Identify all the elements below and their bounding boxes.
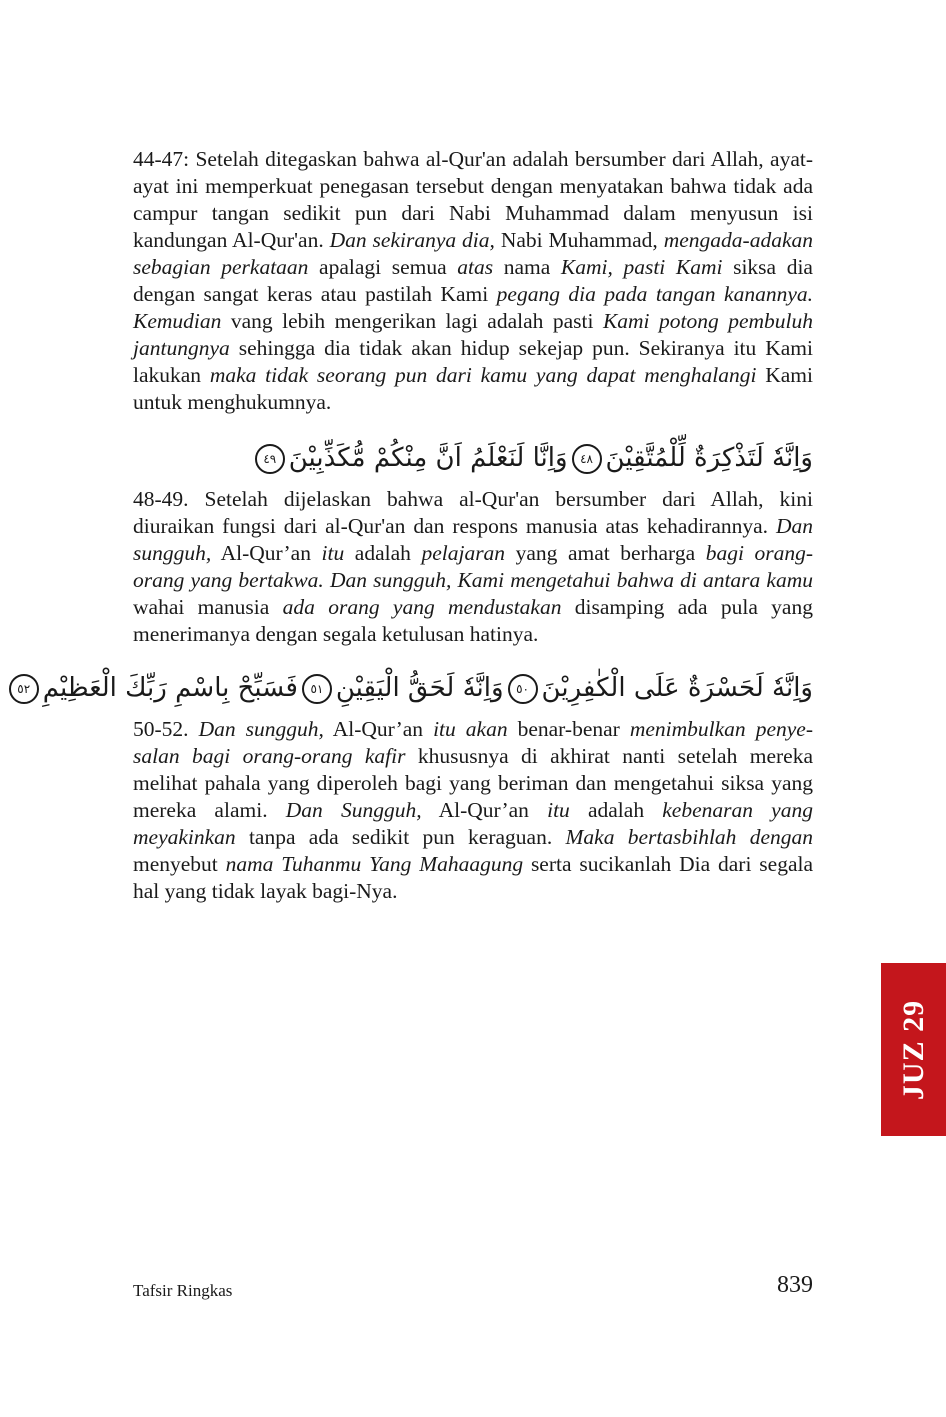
italic-text-run: ada orang yang mendustakan	[282, 595, 562, 619]
text-run: Al-Qur’an	[421, 798, 548, 822]
text-run: menyebut	[133, 852, 226, 876]
text-run: Nabi Muhammad,	[494, 228, 664, 252]
italic-text-run: Dan sungguh,	[198, 717, 324, 741]
text-run: 44-47: Setelah ditegaskan bahwa al-Qur'an adalah bersumber dari Allah, ayat-ayat ini memperkuat penegasan tersebut dengan menyatakan bahwa tidak ada campur tangan sedikit pun dari Nabi Muhammad dalam menyusun isi kandungan Al-Qur'an.	[133, 147, 813, 252]
text-run: adalah	[344, 541, 422, 565]
italic-text-run: Dan Sungguh,	[285, 798, 422, 822]
text-run: وَاِنَّا لَنَعْلَمُ اَنَّ مِنْكُمْ مُّكَذِّبِيْنَ	[288, 443, 568, 473]
italic-text-run: Dan sekiranya dia,	[329, 228, 495, 252]
text-run: 50-52.	[133, 717, 199, 741]
text-run: yang amat berharga	[505, 541, 706, 565]
paragraph-48-49	[133, 486, 813, 648]
italic-text-run: Kami, pasti Kami	[560, 255, 723, 279]
arabic-verses-50-52	[17, 668, 813, 708]
arabic-verses-48-49	[133, 438, 813, 478]
text-run: benar-benar	[507, 717, 630, 741]
ayah-number-marker: ٥٠	[508, 674, 538, 704]
text-run: Al-Qur’an	[323, 717, 434, 741]
text-run: 48-49. Setelah dijelaskan bahwa al-Qur'an bersumber dari Allah, kini diuraikan fungsi dari al-Qur'an dan respons manusia atas kehadirannya.	[133, 487, 813, 538]
italic-text-run: atas	[457, 255, 494, 279]
text-run: serta sucikanlah Dia dari segala hal yang tidak layak bagi-Nya.	[133, 852, 813, 903]
text-run: Al-Qur’an	[211, 541, 322, 565]
text-run: nama	[493, 255, 561, 279]
ayah-number-marker: ٥١	[302, 674, 332, 704]
italic-text-run: itu	[547, 798, 570, 822]
text-run: وَاِنَّهٗ لَتَذْكِرَةٌ لِّلْمُتَّقِيْنَ	[605, 443, 813, 473]
text-run: vang lebih mengerikan lagi adalah pasti	[221, 309, 603, 333]
page-number: 839	[777, 1272, 813, 1298]
italic-text-run: pelajaran	[421, 541, 506, 565]
italic-text-run: mengada-adakan sebagian perkataan	[133, 228, 813, 279]
text-run: adalah	[569, 798, 663, 822]
text-run: disamping ada pula yang menerimanya dengan segala ketulusan hatinya.	[133, 595, 813, 646]
italic-text-run: maka tidak seorang pun dari kamu yang dapat menghalangi	[209, 363, 757, 387]
italic-text-run: itu	[321, 541, 345, 565]
italic-text-run: bagi orang-orang yang bertakwa. Dan sungguh, Kami mengetahui bahwa di antara kamu	[133, 541, 813, 592]
text-run: Kami untuk menghukumnya.	[133, 363, 813, 414]
text-run: وَاِنَّهٗ لَحَقُّ الْيَقِيْنِ	[335, 673, 504, 703]
text-run: siksa dia dengan sangat keras atau pastilah Kami	[133, 255, 813, 306]
italic-text-run: kebenaran yang meyakinkan	[133, 798, 813, 849]
paragraph-50-52	[133, 716, 813, 905]
italic-text-run: Maka bertasbihlah dengan	[565, 825, 814, 849]
text-run: sehingga dia tidak akan hidup sekejap pun. Sekiranya itu Kami lakukan	[133, 336, 813, 387]
text-run: فَسَبِّحْ بِاسْمِ رَبِّكَ الْعَظِيْمِ	[42, 673, 298, 703]
ayah-number-marker: ٤٨	[572, 444, 602, 474]
ayah-number-marker: ٥٢	[9, 674, 39, 704]
juz-label: JUZ 29	[896, 999, 930, 1100]
italic-text-run: nama Tuhanmu Yang Mahaagung	[225, 852, 524, 876]
italic-text-run: itu akan	[433, 717, 508, 741]
juz-side-tab	[881, 963, 946, 1136]
text-run: wahai manusia	[133, 595, 283, 619]
italic-text-run: Dan sungguh,	[133, 514, 813, 565]
footer-book-title: Tafsir Ringkas	[133, 1281, 233, 1300]
italic-text-run: menimbulkan penyesalan bagi orang-orang kafir	[133, 717, 813, 768]
text-run: وَاِنَّهٗ لَحَسْرَةٌ عَلَى الْكٰفِرِيْنَ	[541, 673, 813, 703]
text-run: tanpa ada sedikit pun keraguan.	[235, 825, 566, 849]
text-run: khususnya di akhirat nanti setelah mereka melihat pahala yang diperoleh bagi yang beriman dan mengetahui siksa yang mereka alami.	[133, 744, 813, 822]
ayah-number-marker: ٤٩	[255, 444, 285, 474]
italic-text-run: pegang dia pada tangan kanannya. Kemudian	[133, 282, 813, 333]
italic-text-run: Kami potong pembuluh jantungnya	[133, 309, 813, 360]
paragraph-44-47	[133, 146, 813, 416]
text-run: apalagi semua	[308, 255, 458, 279]
